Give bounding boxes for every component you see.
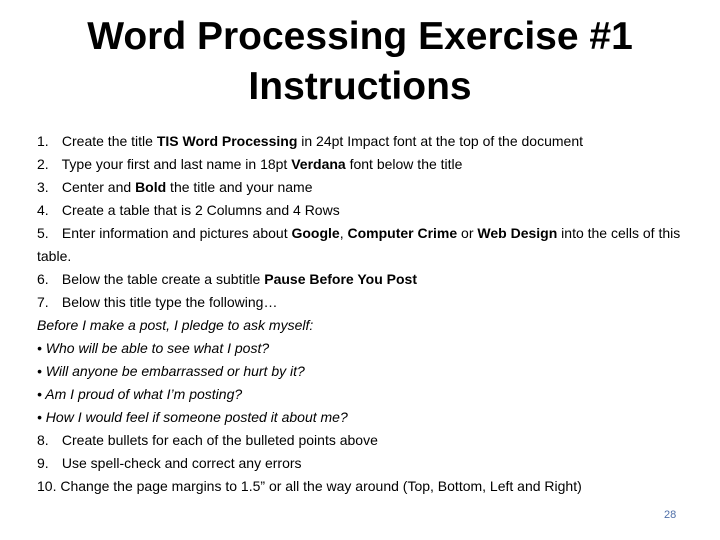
title-line-1: Word Processing Exercise #1 bbox=[87, 15, 633, 58]
item-bold: Google bbox=[291, 225, 340, 241]
pledge-bullet-3: • Am I proud of what I’m posting? bbox=[37, 386, 243, 402]
pledge-bullet-4: • How I would feel if someone posted it about me? bbox=[37, 409, 348, 425]
instructions-list bbox=[37, 130, 687, 498]
pledge-intro: Before I make a post, I pledge to ask myself: bbox=[37, 317, 314, 333]
item-text: into the cells of this table. bbox=[37, 225, 681, 264]
item-number: 2. bbox=[37, 156, 49, 172]
item-number: 10. bbox=[37, 478, 57, 494]
item-text: Enter information and pictures about bbox=[61, 225, 292, 241]
item-number: 8. bbox=[37, 432, 49, 448]
instruction-5 bbox=[37, 222, 687, 268]
item-number: 1. bbox=[37, 133, 49, 149]
item-number: 7. bbox=[37, 294, 49, 310]
item-bold: TIS Word Processing bbox=[156, 133, 298, 149]
item-number: 4. bbox=[37, 202, 49, 218]
item-bold: Computer Crime bbox=[347, 225, 458, 241]
instruction-4 bbox=[37, 199, 687, 222]
item-text: Use spell-check and correct any errors bbox=[61, 455, 302, 471]
item-text: Type your first and last name in 18pt bbox=[61, 156, 292, 172]
item-text: , bbox=[339, 225, 348, 241]
item-text: the title and your name bbox=[166, 179, 313, 195]
item-text: Create the title bbox=[61, 133, 157, 149]
item-bold: Verdana bbox=[291, 156, 346, 172]
item-text: Create a table that is 2 Columns and 4 Rows bbox=[61, 202, 340, 218]
instruction-7 bbox=[37, 291, 687, 314]
pledge-bullet-1: • Who will be able to see what I post? bbox=[37, 340, 270, 356]
page-title bbox=[0, 12, 720, 112]
item-text: in 24pt Impact font at the top of the document bbox=[297, 133, 584, 149]
title-line-2: Instructions bbox=[248, 65, 472, 108]
instruction-10 bbox=[37, 475, 687, 498]
item-text: Below the table create a subtitle bbox=[61, 271, 265, 287]
item-text: font below the title bbox=[345, 156, 463, 172]
item-text: Create bullets for each of the bulleted points above bbox=[61, 432, 378, 448]
item-text: or bbox=[457, 225, 478, 241]
instruction-9 bbox=[37, 452, 687, 475]
item-text: Change the page margins to 1.5” or all the way around (Top, Bottom, Left and Right) bbox=[60, 478, 582, 494]
item-number: 3. bbox=[37, 179, 49, 195]
instruction-2 bbox=[37, 153, 687, 176]
item-number: 9. bbox=[37, 455, 49, 471]
item-number: 6. bbox=[37, 271, 49, 287]
instruction-1 bbox=[37, 130, 687, 153]
item-bold: Pause Before You Post bbox=[264, 271, 417, 287]
item-text: Below this title type the following… bbox=[61, 294, 278, 310]
item-bold: Bold bbox=[135, 179, 167, 195]
instruction-8 bbox=[37, 429, 687, 452]
item-number: 5. bbox=[37, 225, 49, 241]
item-text: Center and bbox=[61, 179, 136, 195]
item-bold: Web Design bbox=[477, 225, 558, 241]
instruction-6 bbox=[37, 268, 687, 291]
page-number: 28 bbox=[664, 509, 677, 521]
instruction-3 bbox=[37, 176, 687, 199]
pledge-bullet-2: • Will anyone be embarrassed or hurt by it? bbox=[37, 363, 305, 379]
